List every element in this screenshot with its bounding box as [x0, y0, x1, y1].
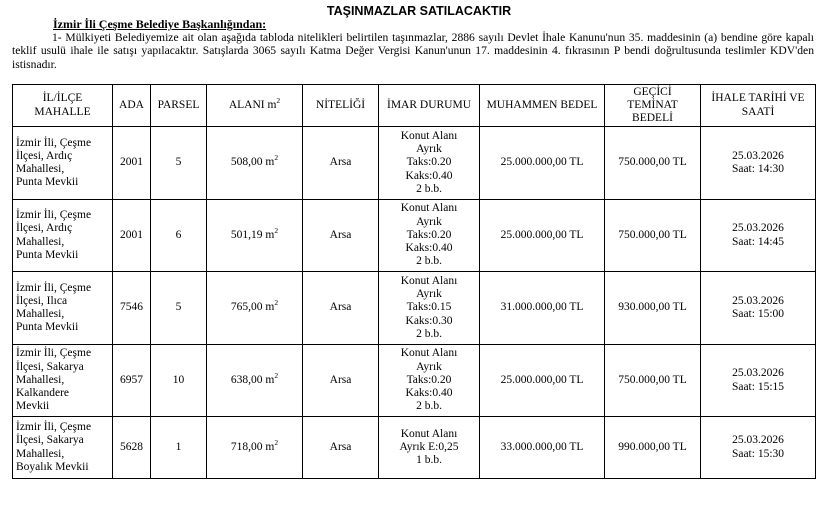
auction-date: 25.03.2026 — [732, 149, 784, 162]
area-unit: 2 — [274, 438, 279, 448]
location-line: İzmir İli, Çeşme — [16, 281, 92, 294]
header-auction: İHALE TARİHİ VE SAATİ — [701, 85, 816, 127]
zoning-line: Ayrık E:0,25 — [399, 440, 459, 453]
cell-location — [13, 127, 113, 200]
zoning-line: Konut Alanı — [400, 202, 458, 215]
cell-area — [207, 272, 303, 345]
location-line: İzmir İli, Çeşme — [16, 421, 92, 434]
table-row — [13, 417, 816, 479]
zoning-line: Taks:0.20 — [406, 373, 452, 386]
cell-nature: Arsa — [303, 417, 379, 479]
table-row — [13, 345, 816, 417]
area-value: 718,00 m — [230, 440, 275, 453]
area-value: 638,00 m — [230, 373, 275, 386]
cell-location — [13, 272, 113, 345]
zoning-line: 2 b.b. — [416, 255, 442, 268]
auction-time: Saat: 14:45 — [731, 235, 785, 248]
area-value: 501,19 m — [230, 228, 275, 241]
zoning-line: Taks:0.20 — [406, 156, 452, 169]
cell-ada: 7546 — [113, 272, 151, 345]
location-line: İzmir İli, Çeşme — [16, 209, 92, 222]
header-ada: ADA — [113, 85, 151, 127]
cell-nature: Arsa — [303, 272, 379, 345]
location-line: İlçesi, Sakarya — [16, 434, 84, 447]
cell-nature: Arsa — [303, 127, 379, 200]
cell-ada: 2001 — [113, 127, 151, 200]
document-title: TAŞINMAZLAR SATILACAKTIR — [326, 4, 512, 18]
location-line: İlçesi, Ardıç — [16, 149, 73, 162]
cell-ada: 6957 — [113, 345, 151, 417]
zoning-line: Kaks:0.40 — [405, 242, 453, 255]
zoning-line: 1 b.b. — [416, 454, 442, 467]
header-area — [207, 85, 303, 127]
cell-auction — [701, 200, 816, 272]
zoning-line: Taks:0.15 — [406, 301, 452, 314]
location-line: İlçesi, Ardıç — [16, 222, 73, 235]
cell-auction — [701, 272, 816, 345]
cell-parsel: 5 — [151, 272, 207, 345]
area-unit: 2 — [274, 298, 279, 308]
cell-estimated: 25.000.000,00 TL — [480, 345, 605, 417]
zoning-line: Kaks:0.40 — [405, 387, 453, 400]
zoning-line: Konut Alanı — [400, 347, 458, 360]
area-value: 765,00 m — [230, 301, 275, 314]
location-line: Mahallesi, — [16, 447, 65, 460]
header-location: İL/İLÇE MAHALLE — [13, 85, 113, 127]
auction-time: Saat: 14:30 — [731, 163, 785, 175]
area-value: 508,00 m — [230, 156, 275, 169]
location-line: Mahallesi, — [16, 163, 65, 175]
zoning-line: Ayrık — [416, 288, 442, 301]
cell-estimated: 25.000.000,00 TL — [480, 127, 605, 200]
header-deposit: GEÇİCİ TEMİNAT BEDELİ — [605, 85, 701, 127]
zoning-line: Konut Alanı — [400, 427, 458, 440]
cell-deposit: 750.000,00 TL — [605, 127, 701, 200]
cell-deposit: 750.000,00 TL — [605, 345, 701, 417]
zoning-line: Kaks:0.40 — [405, 169, 453, 182]
header-area-unit: 2 — [276, 96, 281, 106]
location-line: İzmir İli, Çeşme — [16, 347, 92, 360]
zoning-line: Konut Alanı — [400, 274, 458, 287]
location-line: Punta Mevkii — [16, 176, 79, 189]
table-row — [13, 200, 816, 272]
cell-location — [13, 345, 113, 417]
cell-zoning — [379, 127, 480, 200]
cell-nature: Arsa — [303, 200, 379, 272]
cell-deposit: 930.000,00 TL — [605, 272, 701, 345]
table-row — [13, 127, 816, 200]
area-unit: 2 — [274, 226, 279, 236]
cell-deposit: 990.000,00 TL — [605, 417, 701, 479]
auction-time: Saat: 15:30 — [731, 447, 785, 460]
cell-parsel: 10 — [151, 345, 207, 417]
zoning-line: Ayrık — [416, 143, 442, 156]
cell-zoning — [379, 417, 480, 479]
zoning-line: 2 b.b. — [416, 327, 442, 340]
location-line: Punta Mevkii — [16, 321, 79, 334]
header-zoning: İMAR DURUMU — [379, 85, 480, 127]
table-header-row — [13, 85, 816, 127]
cell-auction — [701, 417, 816, 479]
cell-estimated: 33.000.000,00 TL — [480, 417, 605, 479]
header-parsel: PARSEL — [151, 85, 207, 127]
cell-deposit: 750.000,00 TL — [605, 200, 701, 272]
location-line: Mahallesi, — [16, 235, 65, 248]
cell-parsel: 5 — [151, 127, 207, 200]
header-area-label: ALANI m — [228, 98, 277, 111]
auction-date: 25.03.2026 — [732, 294, 784, 307]
area-unit: 2 — [274, 153, 279, 163]
cell-area — [207, 417, 303, 479]
auction-date: 25.03.2026 — [732, 222, 784, 235]
cell-ada: 5628 — [113, 417, 151, 479]
sender-heading: İzmir İli Çeşme Belediye Başkanlığından: — [53, 17, 267, 31]
intro-paragraph: 1- Mülkiyeti Belediyemize ait olan aşağıda tabloda nitelikleri belirtilen taşınmazlar, 2886 sayılı Devlet İhale Kanunu'nun 35. maddesinin (a) bendine göre kapalı teklif usulü ihale ile satışı yapılacaktır. Satışlarda 3065 sayılı Katma Değer Vergisi Kanun'unun 17. maddesinin 4. fıkrasının P bendi doğrultusunda teslimler KDV'den istisnadır. — [12, 31, 814, 71]
header-nature: NİTELİĞİ — [303, 85, 379, 127]
zoning-line: Kaks:0.30 — [405, 314, 453, 327]
location-line: Mahallesi, — [16, 373, 65, 386]
auction-time: Saat: 15:15 — [731, 380, 785, 393]
location-line: Boyalık Mevkii — [16, 460, 89, 473]
cell-area — [207, 345, 303, 417]
location-line: İlçesi, Ilıca — [16, 294, 68, 307]
cell-area — [207, 200, 303, 272]
zoning-line: Ayrık — [416, 360, 442, 373]
cell-area — [207, 127, 303, 200]
cell-auction — [701, 345, 816, 417]
location-line: Kalkandere — [16, 387, 69, 400]
cell-zoning — [379, 200, 480, 272]
location-line: Mevkii — [16, 400, 50, 413]
cell-estimated: 25.000.000,00 TL — [480, 200, 605, 272]
cell-location — [13, 417, 113, 479]
cell-estimated: 31.000.000,00 TL — [480, 272, 605, 345]
auction-date: 25.03.2026 — [732, 434, 784, 447]
cell-parsel: 6 — [151, 200, 207, 272]
header-estimated: MUHAMMEN BEDEL — [480, 85, 605, 127]
cell-ada: 2001 — [113, 200, 151, 272]
cell-nature: Arsa — [303, 345, 379, 417]
auction-time: Saat: 15:00 — [731, 308, 785, 320]
cell-auction — [701, 127, 816, 200]
location-line: Mahallesi, — [16, 308, 65, 320]
table-row — [13, 272, 816, 345]
zoning-line: Konut Alanı — [400, 129, 458, 142]
cell-zoning — [379, 272, 480, 345]
cell-location — [13, 200, 113, 272]
cell-parsel: 1 — [151, 417, 207, 479]
cell-zoning — [379, 345, 480, 417]
area-unit: 2 — [274, 371, 279, 381]
zoning-line: 2 b.b. — [416, 400, 442, 413]
location-line: Punta Mevkii — [16, 248, 79, 261]
location-line: İlçesi, Sakarya — [16, 360, 84, 373]
zoning-line: Ayrık — [416, 215, 442, 228]
property-table — [12, 84, 816, 479]
zoning-line: Taks:0.20 — [406, 228, 452, 241]
location-line: İzmir İli, Çeşme — [16, 136, 92, 149]
zoning-line: 2 b.b. — [416, 182, 442, 195]
auction-date: 25.03.2026 — [732, 367, 784, 380]
